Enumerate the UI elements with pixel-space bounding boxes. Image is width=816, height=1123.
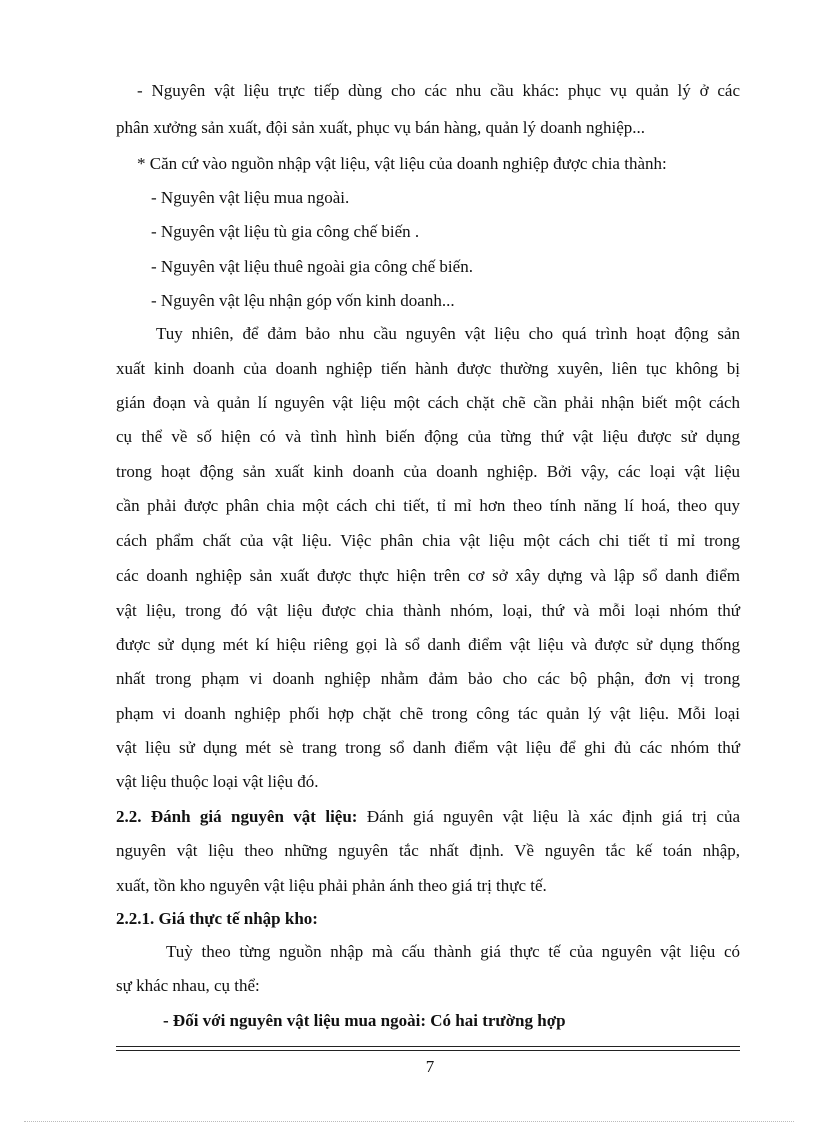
paragraph-line: Tuy nhiên, để đảm bảo nhu cầu nguyên vật liệu cho quá trình hoạt động sản (156, 324, 740, 343)
subsection-heading: 2.2.1. Giá thực tế nhập kho: (116, 909, 318, 928)
paragraph-line: vật liệu thuộc loại vật liệu đó. (116, 772, 319, 791)
paragraph-line: Tuỳ theo từng nguồn nhập mà cấu thành giá thực tế của nguyên vật liệu có (166, 942, 740, 961)
paragraph-line: trong hoạt động sản xuất kinh doanh của doanh nghiệp. Bởi vậy, các loại vật liệu (116, 462, 740, 481)
paragraph-line: nhất trong phạm vi doanh nghiệp nhằm đảm bảo cho các bộ phận, đơn vị trong (116, 669, 740, 688)
list-item: - Nguyên vật liệu thuê ngoài gia công chế biến. (151, 257, 473, 276)
paragraph-line: - Nguyên vật liệu trực tiếp dùng cho các nhu cầu khác: phục vụ quản lý ở các (137, 81, 740, 100)
paragraph-line: cách phẩm chất của vật liệu. Việc phân chia vật liệu một cách chi tiết tỉ mỉ trong (116, 531, 740, 550)
paragraph-line: nguyên vật liệu theo những nguyên tắc nhất định. Về nguyên tắc kế toán nhập, (116, 841, 740, 860)
list-item: - Nguyên vật liệu tù gia công chế biến . (151, 222, 420, 241)
paragraph-line: cụ thể về số hiện có và tình hình biến động của từng thứ vật liệu được sử dụng (116, 427, 740, 446)
paragraph-line: vật liệu sử dụng mét sè trang trong sổ danh điểm vật liệu để ghi đủ các nhóm thứ (116, 738, 740, 757)
section-heading: 2.2. Đánh giá nguyên vật liệu: (116, 807, 358, 826)
paragraph-line: xuất kinh doanh của doanh nghiệp tiến hành được thường xuyên, liên tục không bị (116, 359, 740, 378)
list-item: - Nguyên vật lệu nhận góp vốn kinh doanh... (151, 291, 455, 310)
footer-rule-bottom (116, 1050, 740, 1051)
footer-rule-top (116, 1046, 740, 1047)
list-item: - Nguyên vật liệu mua ngoài. (151, 188, 350, 207)
paragraph-line: vật liệu, trong đó vật liệu được chia thành nhóm, loại, thứ và mỗi loại nhóm thứ (116, 601, 740, 620)
page-number: 7 (425, 1057, 435, 1076)
paragraph-line: cần phải được phân chia một cách chi tiết, tỉ mỉ hơn theo tính năng lí hoá, theo quy (116, 496, 740, 515)
paragraph-line: * Căn cứ vào nguồn nhập vật liệu, vật liệu của doanh nghiệp được chia thành: (137, 154, 667, 173)
paragraph-line: các doanh nghiệp sản xuất được thực hiện trên cơ sở xây dựng và lập sổ danh điểm (116, 566, 740, 585)
section-heading-line: 2.2. Đánh giá nguyên vật liệu: Đánh giá nguyên vật liệu là xác định giá trị của (116, 807, 740, 826)
page-edge-divider (24, 1121, 794, 1122)
paragraph-line: gián đoạn và quản lí nguyên vật liệu một cách chặt chẽ cần phải nhận biết một cách (116, 393, 740, 412)
paragraph-line: phân xưởng sản xuất, đội sản xuất, phục vụ bán hàng, quản lý doanh nghiệp... (116, 118, 646, 137)
paragraph-line: xuất, tồn kho nguyên vật liệu phải phản ánh theo giá trị thực tế. (116, 876, 547, 895)
paragraph-line: phạm vi doanh nghiệp phối hợp chặt chẽ trong công tác quản lý vật liệu. Mỗi loại (116, 704, 740, 723)
paragraph-line: sự khác nhau, cụ thể: (116, 976, 260, 995)
bold-list-item: - Đối với nguyên vật liệu mua ngoài: Có hai trường hợp (163, 1011, 566, 1030)
paragraph-line: được sử dụng mét kí hiệu riêng gọi là sổ danh điểm vật liệu và được sử dụng thống (116, 635, 740, 654)
